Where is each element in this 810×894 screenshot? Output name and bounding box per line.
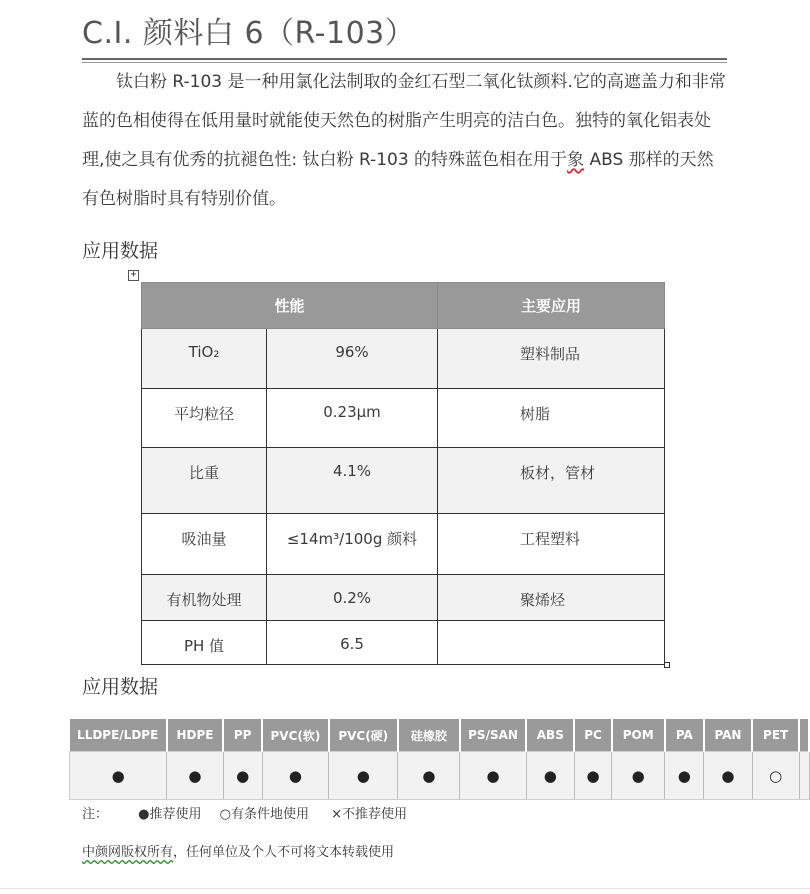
prop-app: 树脂 bbox=[438, 389, 665, 448]
legend-note bbox=[82, 803, 407, 822]
prop-value: 0.2% bbox=[267, 575, 438, 621]
prop-name: 吸油量 bbox=[142, 514, 267, 575]
intro-lead: 钛白粉 R-103 是一种用氯化法制取的金红石型二氧化钛颜料.它的高遮盖力和非常蓝的色相使得在低用量时就能使天然色的树脂产生明亮的洁白色。独特的氧化铝表处理,使之具有优秀的抗褪色性: 钛白粉 R-103 的特殊蓝色相在用于 bbox=[82, 72, 726, 170]
resin-header: PVC(软) bbox=[262, 719, 328, 752]
table-row bbox=[142, 514, 665, 575]
prop-value: ≤14m³/100g 颜料 bbox=[267, 514, 438, 575]
page-title: C.I. 颜料白 6（R-103） bbox=[82, 16, 416, 51]
suitability-mark: ● bbox=[167, 752, 223, 800]
prop-value: 96% bbox=[267, 329, 438, 389]
resin-header: PET bbox=[752, 719, 799, 752]
resin-header: POM bbox=[612, 719, 665, 752]
legend-prefix: 注： bbox=[82, 807, 109, 822]
prop-app: 塑料制品 bbox=[438, 329, 665, 389]
table-row bbox=[142, 329, 665, 389]
table-row bbox=[142, 621, 665, 665]
suitability-mark: ● bbox=[665, 752, 704, 800]
suitability-mark: ● bbox=[612, 752, 665, 800]
application-table bbox=[69, 719, 810, 800]
section-heading-2: 应用数据 bbox=[82, 676, 159, 698]
legend-conditional: ○有条件地使用 bbox=[219, 807, 309, 822]
spelling-flag-text: 象 bbox=[567, 150, 585, 170]
prop-value: 6.5 bbox=[267, 621, 438, 665]
copyright-notice bbox=[82, 841, 394, 860]
suitability-mark: ● bbox=[329, 752, 398, 800]
suitability-mark: ● bbox=[574, 752, 611, 800]
properties-header-row bbox=[142, 283, 665, 329]
prop-name: 平均粒径 bbox=[142, 389, 267, 448]
prop-app: 板材，管材 bbox=[438, 448, 665, 514]
application-header-row bbox=[70, 719, 810, 752]
header-properties: 性能 bbox=[142, 283, 438, 329]
prop-name: 有机物处理 bbox=[142, 575, 267, 621]
resin-header: PC bbox=[574, 719, 611, 752]
suitability-mark: ● bbox=[398, 752, 460, 800]
properties-table bbox=[141, 282, 665, 665]
prop-app bbox=[438, 621, 665, 665]
copyright-owner: 中颜网版权所有 bbox=[82, 845, 174, 860]
resin-header bbox=[799, 719, 809, 752]
prop-value: 4.1% bbox=[267, 448, 438, 514]
suitability-mark: ● bbox=[262, 752, 328, 800]
prop-name: 比重 bbox=[142, 448, 267, 514]
application-marks-row bbox=[70, 752, 810, 800]
table-row bbox=[142, 575, 665, 621]
prop-name: PH 值 bbox=[142, 621, 267, 665]
resin-header: PP bbox=[223, 719, 262, 752]
resin-header: HDPE bbox=[167, 719, 223, 752]
prop-app: 工程塑料 bbox=[438, 514, 665, 575]
title-rule bbox=[82, 58, 727, 60]
resin-header: PAN bbox=[704, 719, 752, 752]
suitability-mark bbox=[799, 752, 809, 800]
resin-header: PVC(硬) bbox=[329, 719, 398, 752]
prop-app: 聚烯烃 bbox=[438, 575, 665, 621]
resin-header: LLDPE/LDPE bbox=[70, 719, 167, 752]
suitability-mark: ● bbox=[526, 752, 574, 800]
suitability-mark: ● bbox=[460, 752, 526, 800]
table-move-handle-icon[interactable]: + bbox=[128, 270, 139, 281]
table-row bbox=[142, 448, 665, 514]
resin-header: ABS bbox=[526, 719, 574, 752]
header-applications: 主要应用 bbox=[438, 283, 665, 329]
copyright-text: ，任何单位及个人不可将文本转载使用 bbox=[173, 845, 395, 860]
table-row bbox=[142, 389, 665, 448]
intro-tail: ABS 那样的天然有色树脂时具有特别价值。 bbox=[82, 150, 714, 209]
suitability-mark: ○ bbox=[752, 752, 799, 800]
page-bottom-divider bbox=[0, 888, 810, 889]
legend-not-recommended: ×不推荐使用 bbox=[331, 807, 408, 822]
resin-header: PA bbox=[665, 719, 704, 752]
intro-paragraph bbox=[82, 63, 727, 219]
suitability-mark: ● bbox=[704, 752, 752, 800]
prop-name: TiO₂ bbox=[142, 329, 267, 389]
legend-recommended: ●推荐使用 bbox=[138, 807, 202, 822]
suitability-mark: ● bbox=[223, 752, 262, 800]
resin-header: PS/SAN bbox=[460, 719, 526, 752]
resin-header: 硅橡胶 bbox=[398, 719, 460, 752]
table-resize-handle[interactable] bbox=[664, 662, 670, 668]
prop-value: 0.23μm bbox=[267, 389, 438, 448]
section-heading-1: 应用数据 bbox=[82, 240, 159, 262]
suitability-mark: ● bbox=[70, 752, 167, 800]
